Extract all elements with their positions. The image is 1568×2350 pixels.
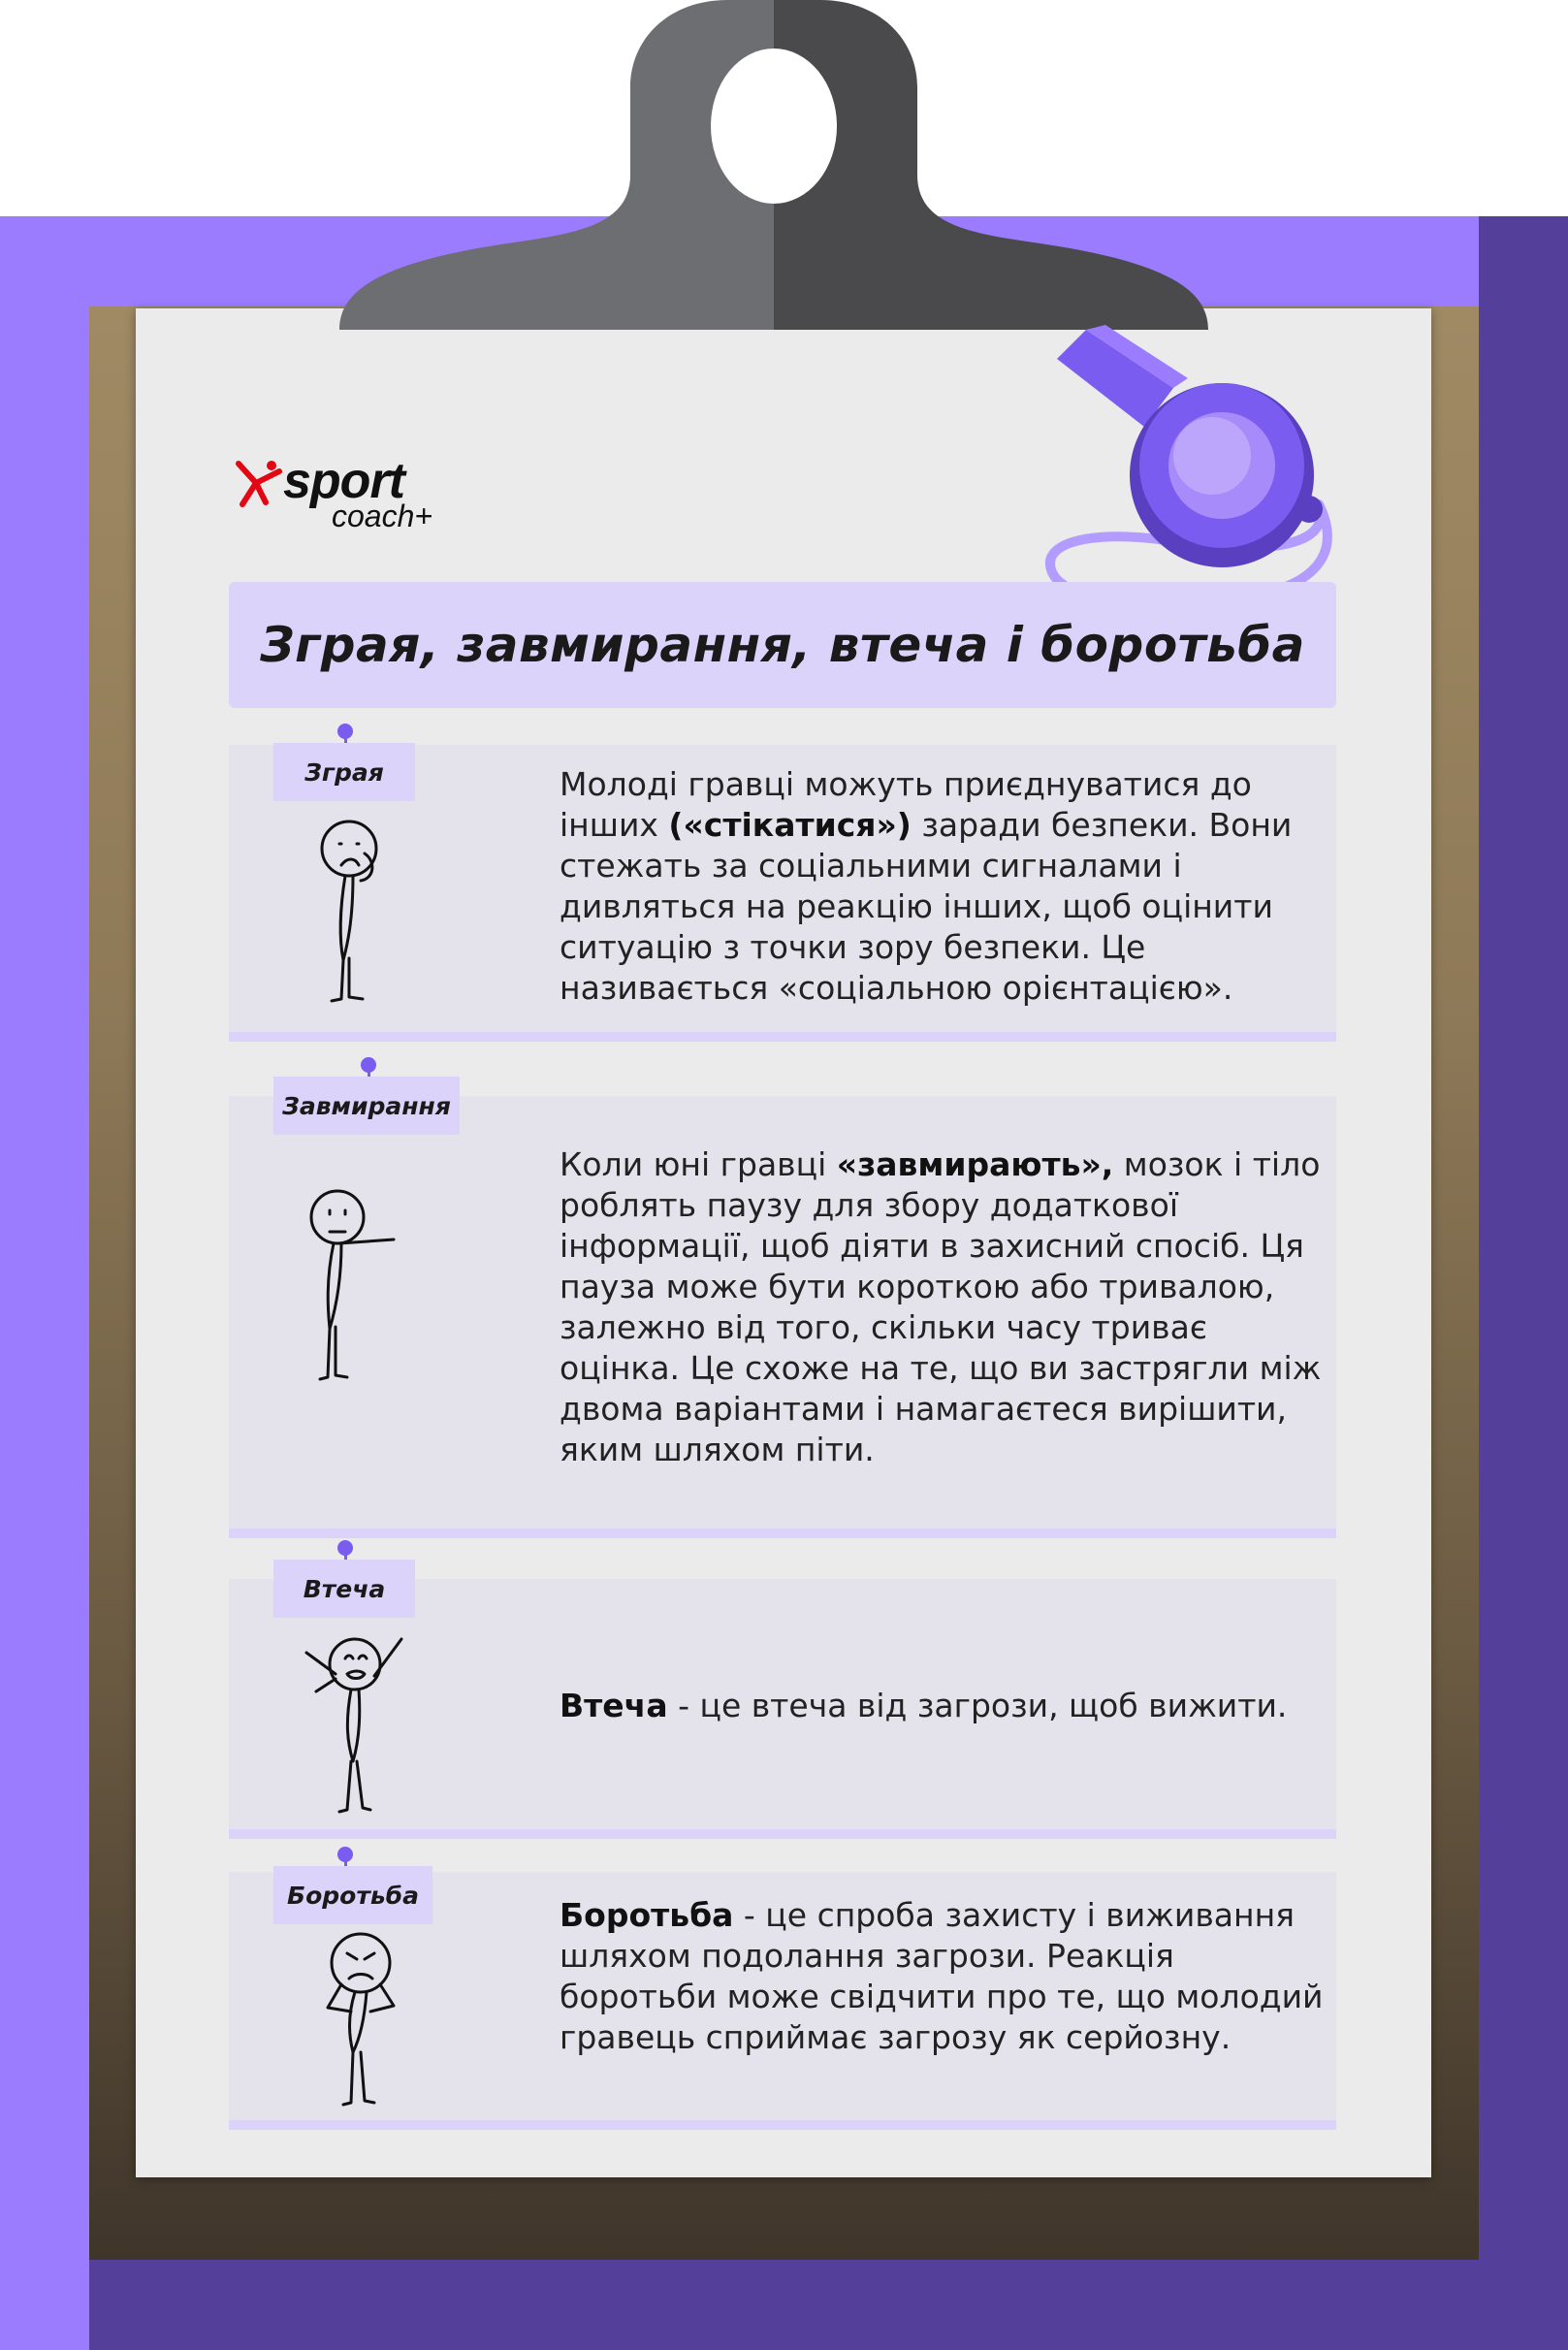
clipboard-clip-icon (339, 0, 1208, 332)
tag-flock: Зграя (273, 743, 415, 801)
tag-freeze: Завмирання (273, 1077, 460, 1135)
stick-figure-icon (301, 1183, 407, 1387)
tag-flight: Втеча (273, 1560, 415, 1618)
background-bottom (89, 2260, 1568, 2350)
paragraph-fight: Боротьба - це спроба захисту і виживання шляхом подолання загрози. Реакція боротьби може свідчити про те, що молодий гравець сприймає загрозу як серйозну. (560, 1896, 1324, 2056)
paragraph-flight: Втеча - це втеча від загрози, щоб вижити. (560, 1687, 1288, 1724)
section-divider (229, 2120, 1336, 2130)
sportcoach-logo (233, 452, 485, 539)
stick-figure-icon (312, 1930, 409, 2120)
background-right (1479, 216, 1568, 2350)
logo-runner-icon (233, 458, 283, 508)
page-title: Зграя, завмирання, втеча і боротьба (260, 617, 1305, 673)
section-divider (229, 1529, 1336, 1538)
paragraph-freeze: Коли юні гравці «завмирають», мозок і тіло роблять паузу для збору додаткової інформації, щоб діяти в захисний спосіб. Ця пауза може бути короткою або тривалою, залежно від того, скільки часу триває оцінка. Це схоже на те, що ви застрягли між двома варіантами і намагаєтеся вирішити, яким шляхом піти. (560, 1145, 1322, 1468)
section-divider (229, 1032, 1336, 1042)
logo-brand-text: sport (283, 453, 404, 509)
tag-fight: Боротьба (273, 1866, 432, 1924)
title-banner (229, 582, 1336, 708)
section-divider (229, 1829, 1336, 1839)
stick-figure-icon (297, 1626, 417, 1819)
whistle-icon (1028, 320, 1348, 621)
logo-sub-text: coach+ (332, 499, 433, 533)
stick-figure-icon (310, 815, 398, 1009)
paragraph-flock: Молоді гравці можуть приєднуватися до інших («стікатися») заради безпеки. Вони стежать за соціальними сигналами і дивляться на реакцію інших, щоб оцінити ситуацію з точки зору безпеки. Це називається «соціальною орієнтацією». (560, 765, 1293, 1007)
